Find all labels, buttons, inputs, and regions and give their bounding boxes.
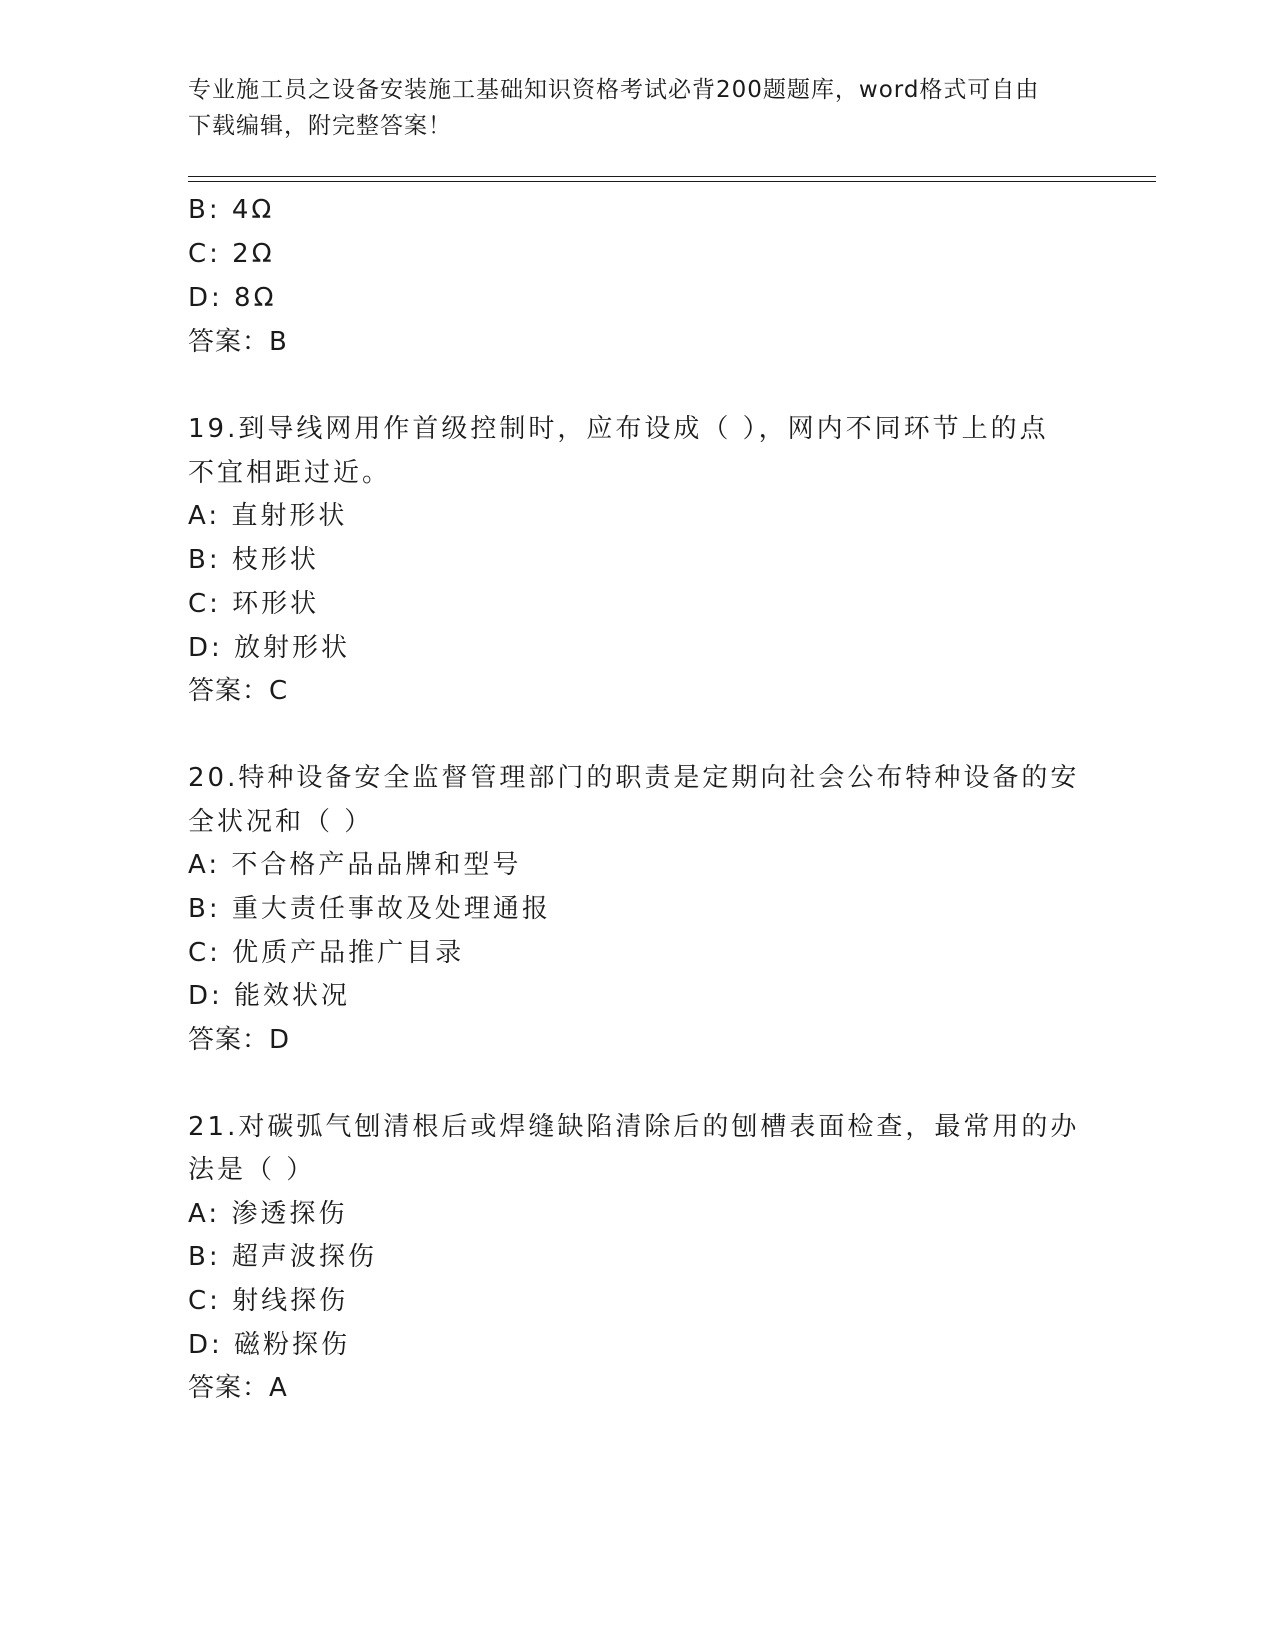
question-21-option-a: A: 渗透探伤 <box>188 1199 348 1229</box>
question-21-stem-line-2: 法是（ ） <box>188 1155 316 1185</box>
header-title-line-2: 下载编辑，附完整答案！ <box>188 113 452 139</box>
question-20-stem-line-1: 20.特种设备安全监督管理部门的职责是定期向社会公布特种设备的安 <box>188 763 1080 793</box>
question-19-option-c: C: 环形状 <box>188 589 320 619</box>
question-21-answer: 答案：A <box>188 1373 288 1403</box>
question-19-option-d: D: 放射形状 <box>188 633 351 663</box>
document-header <box>188 72 1088 144</box>
header-divider-bottom <box>188 181 1156 182</box>
question-20-option-c: C: 优质产品推广目录 <box>188 938 465 968</box>
question-21-stem-line-1: 21.对碳弧气刨清根后或焊缝缺陷清除后的刨槽表面检查，最常用的办 <box>188 1112 1080 1142</box>
answer: 答案：B <box>188 327 288 357</box>
question-19-option-a: A: 直射形状 <box>188 501 348 531</box>
question-20-answer: 答案：D <box>188 1025 291 1055</box>
header-title-line-1: 专业施工员之设备安装施工基础知识资格考试必背200题题库，word格式可自由 <box>188 77 1040 103</box>
header-divider-top <box>188 176 1156 177</box>
question-20-option-a: A: 不合格产品品牌和型号 <box>188 850 522 880</box>
option-d: D: 8Ω <box>188 283 277 313</box>
question-20-stem-line-2: 全状况和（ ） <box>188 807 374 837</box>
question-19-option-b: B: 枝形状 <box>188 545 319 575</box>
question-20-option-d: D: 能效状况 <box>188 981 351 1011</box>
question-21-option-c: C: 射线探伤 <box>188 1286 349 1316</box>
question-21-option-d: D: 磁粉探伤 <box>188 1330 351 1360</box>
question-19-answer: 答案：C <box>188 676 289 706</box>
option-c: C: 2Ω <box>188 239 275 269</box>
question-19-stem-line-2: 不宜相距过近。 <box>188 458 392 488</box>
option-b: B: 4Ω <box>188 195 275 225</box>
question-19-stem-line-1: 19.到导线网用作首级控制时，应布设成（ ），网内不同环节上的点 <box>188 414 1049 444</box>
question-20-option-b: B: 重大责任事故及处理通报 <box>188 894 551 924</box>
question-21-option-b: B: 超声波探伤 <box>188 1242 377 1272</box>
